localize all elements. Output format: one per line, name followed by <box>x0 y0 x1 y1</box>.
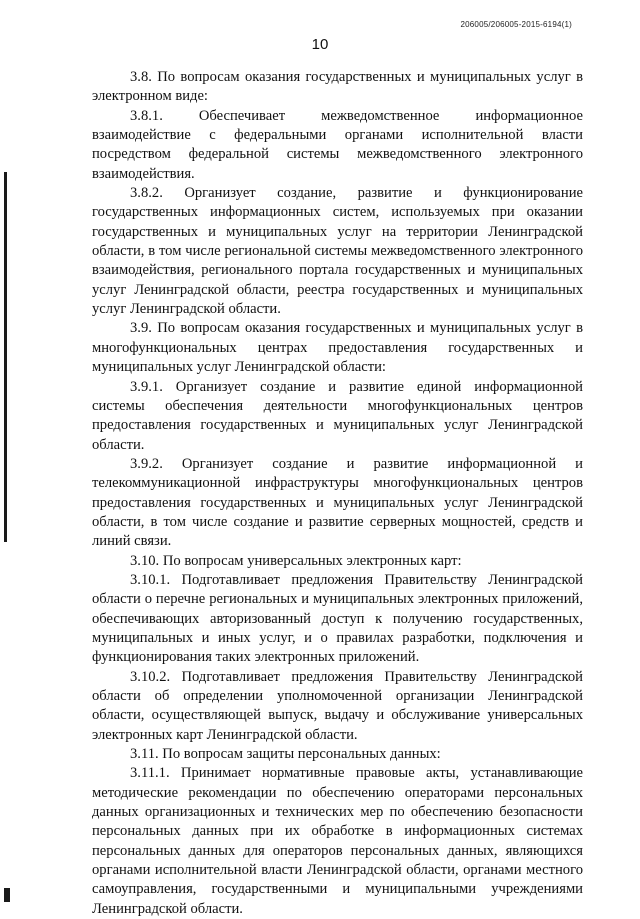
paragraph-3-10: 3.10. По вопросам универсальных электронных карт: <box>130 552 462 569</box>
paragraph-3-9-2: 3.9.2. Организует создание и развитие информационной и телекоммуникационной инфраструктуры многофункциональных центров предоставления государственных и муниципальных услуг Ленинградской области, в том числе создание и развитие серверных мощностей, средств и линий связи. <box>92 455 583 550</box>
scan-edge-speck <box>4 888 10 902</box>
scan-edge-mark <box>4 172 7 542</box>
paragraph-3-10-1: 3.10.1. Подготавливает предложения Правительству Ленинградской области о перечне региональных и муниципальных электронных приложений, обеспечивающих авторизованный доступ к получению государственных, муниципальных и иных услуг, и о правилах разработки, подключения и функционирования таких электронных приложений. <box>92 571 583 666</box>
paragraph-3-9-1: 3.9.1. Организует создание и развитие единой информационной системы обеспечения деятельности многофункциональных центров предоставления государственных и муниципальных услуг Ленинградской области. <box>92 378 583 453</box>
document-id: 206005/206005-2015-6194(1) <box>460 20 572 29</box>
paragraph-3-11-1: 3.11.1. Принимает нормативные правовые акты, устанавливающие методические рекомендации по обеспечению операторами персональных данных организационных и технических мер по обеспечению безопасности персональных данных при их обработке в информационных системах персональных данных для операторов персональных данных, являющихся органами исполнительной власти Ленинградской области, органами местного самоуправления, государственными и муниципальными учреждениями Ленинградской области. <box>92 765 583 917</box>
paragraph-3-8-2: 3.8.2. Организует создание, развитие и функционирование государственных информационных систем, используемых при оказании государственных и муниципальных услуг на территории Ленинградской области, в том числе региональной системы межведомственного электронного взаимодействия, регионального портала государственных и муниципальных услуг Ленинградской области, реестра государственных и муниципальных услуг Ленинградской области. <box>92 185 583 318</box>
paragraph-3-11: 3.11. По вопросам защиты персональных данных: <box>130 746 441 763</box>
paragraph-3-8: 3.8. По вопросам оказания государственных и муниципальных услуг в электронном виде: <box>92 69 583 105</box>
page-number: 10 <box>311 36 329 53</box>
paragraph-3-8-1: 3.8.1. Обеспечивает межведомственное информационное взаимодействие с федеральными органами исполнительной власти посредством федеральной системы межведомственного электронного взаимодействия. <box>92 107 583 182</box>
paragraph-3-9: 3.9. По вопросам оказания государственных и муниципальных услуг в многофункциональных центрах предоставления государственных и муниципальных услуг Ленинградской области: <box>92 320 583 376</box>
document-body <box>92 68 583 919</box>
paragraph-3-10-2: 3.10.2. Подготавливает предложения Правительству Ленинградской области об определении уполномоченной организации Ленинградской области, осуществляющей выпуск, выдачу и обслуживание универсальных электронных карт Ленинградской области. <box>92 668 583 743</box>
